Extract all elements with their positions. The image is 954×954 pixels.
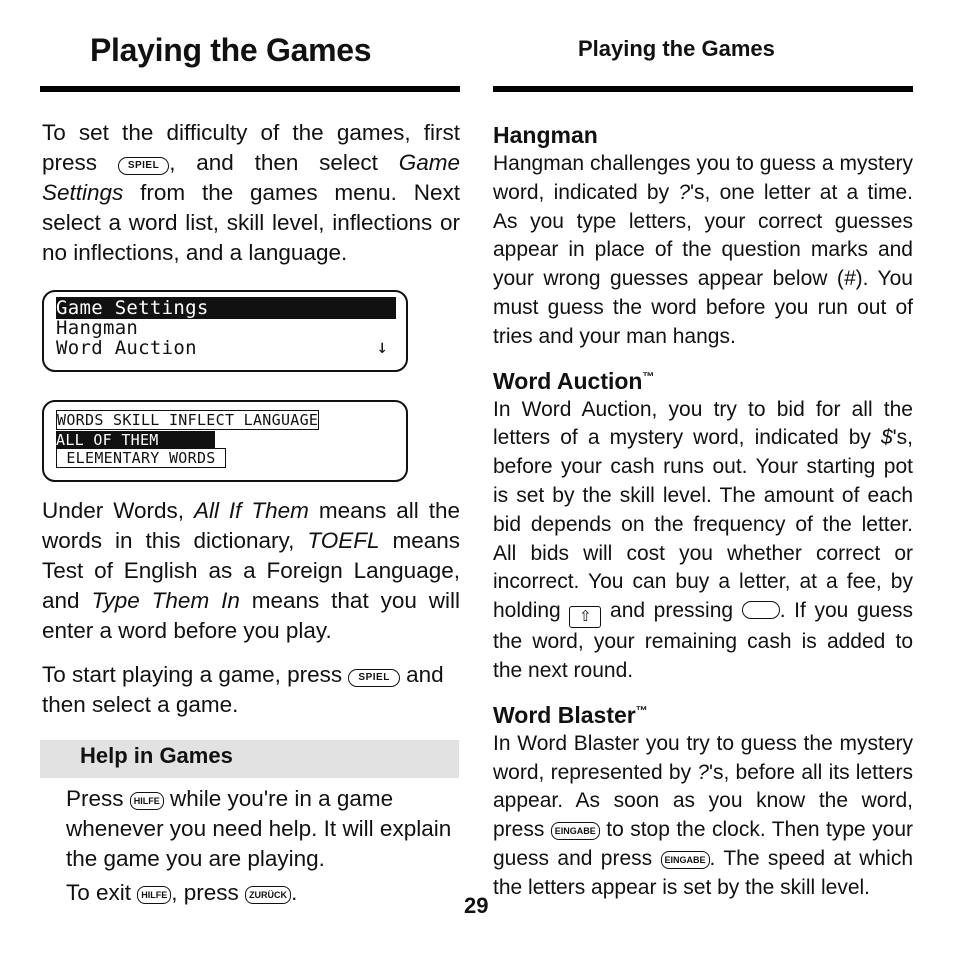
header-rule-right xyxy=(493,86,913,92)
word-blaster-paragraph: In Word Blaster you try to guess the mystery word, represented by ?'s, before all its letters appear. As soon as you know the word, press EINGABE to stop the clock. Then type your guess and press EINGABE . The speed at which the letters appear is set by the skill level. xyxy=(493,731,914,899)
hangman-paragraph: Hangman challenges you to guess a mystery word, indicated by ?'s, one letter at a time. As you type letters, your correct guesses appear in place of the question marks and your wrong guesses appear below (#). You must guess the word before you run out of tries and your man hangs. xyxy=(493,152,913,348)
start-paragraph: To start playing a game, press SPIEL and then select a game. xyxy=(42,662,444,717)
word-auction-paragraph: In Word Auction, you try to bid for all the letters of a mystery word, indicated by $'s, before your cash runs out. Your starting pot is set by the skill level. The amount of each bid depends on the frequency of the letter. All bids will cost you whether correct or incorrect. You can buy a letter, at a fee, by holding ⇧ and pressing . If you guess the word, your remaining cash is added to the next round. xyxy=(493,397,914,682)
page-title-right: Playing the Games xyxy=(578,36,775,61)
hilfe-key: HILFE xyxy=(130,792,164,810)
lcd-line-hangman: Hangman xyxy=(56,317,139,339)
lcd-option-row: ELEMENTARY WORDS xyxy=(57,449,225,467)
lcd-selected-row: ALL OF THEM xyxy=(56,431,159,449)
hangman-heading: Hangman xyxy=(493,122,598,148)
hilfe-key: HILFE xyxy=(137,886,171,904)
word-blaster-heading: Word Blaster™ xyxy=(493,701,648,728)
eingabe-key: EINGABE xyxy=(661,851,710,869)
spiel-key: SPIEL xyxy=(348,669,399,687)
page-number: 29 xyxy=(464,893,489,918)
right-column xyxy=(493,120,913,903)
header-rule-left xyxy=(40,86,460,92)
lcd-highlight-row: Game Settings xyxy=(56,297,209,319)
spiel-key: SPIEL xyxy=(118,157,169,175)
zurueck-key: ZURÜCK xyxy=(245,886,291,904)
help-paragraph: Press HILFE while you're in a game whenever you need help. It will explain the game you are playing. To exit HILFE , press ZURÜCK . xyxy=(66,786,452,905)
lcd-screen-game-settings xyxy=(42,290,408,372)
eingabe-key: EINGABE xyxy=(551,822,600,840)
word-auction-heading: Word Auction™ xyxy=(493,367,655,394)
intro-paragraph: To set the difficulty of the games, first press SPIEL , and then select Game Settings from the games menu. Next select a word list, skill level, inflections or no inflections, and a language. xyxy=(42,120,460,265)
blank-key-icon xyxy=(742,601,780,619)
lcd-line-word-auction: Word Auction xyxy=(56,337,197,359)
page-title-left: Playing the Games xyxy=(90,32,372,68)
lcd-screen-word-options xyxy=(42,400,408,482)
help-section-title: Help in Games xyxy=(80,743,233,768)
lcd-menu-row: WORDS SKILL INFLECT LANGUAGE xyxy=(57,411,319,429)
scroll-down-arrow-icon: ↓ xyxy=(376,336,388,358)
words-paragraph: Under Words, All If Them means all the words in this dictionary, TOEFL means Test of English as a Foreign Language, and Type Them In means that you will enter a word before you play. xyxy=(42,498,461,643)
shift-key-icon: ⇧ xyxy=(569,606,601,628)
